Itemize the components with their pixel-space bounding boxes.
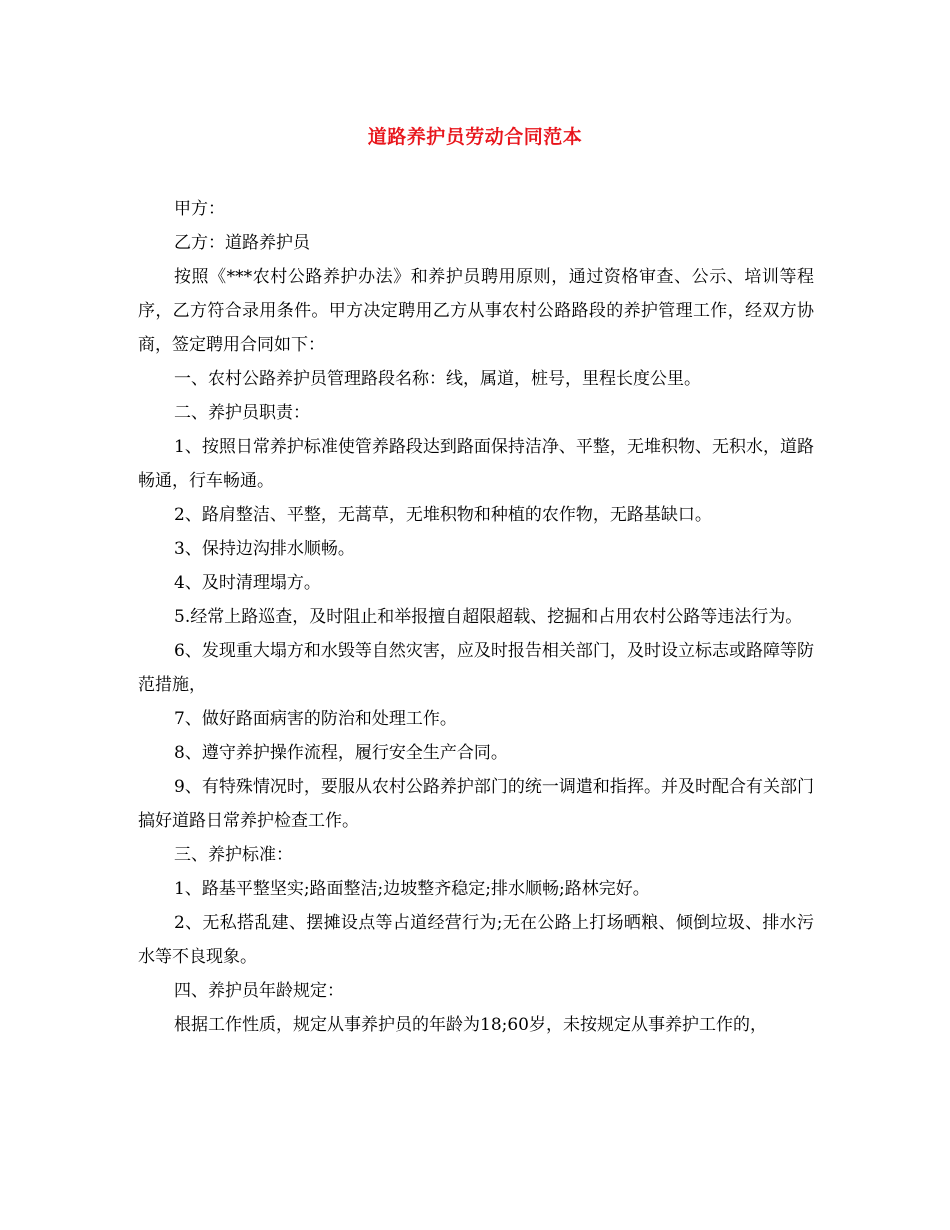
- paragraph-duty-8: 8、遵守养护操作流程，履行安全生产合同。: [174, 743, 508, 763]
- paragraph-age-rule: 根据工作性质，规定从事养护员的年龄为18;60岁，未按规定从事养护工作的，: [174, 1015, 767, 1035]
- paragraph-duty-7: 7、做好路面病害的防治和处理工作。: [174, 709, 457, 729]
- paragraph-party-b: 乙方：道路养护员: [174, 233, 310, 253]
- paragraph-preamble: 按照《***农村公路养护办法》和养护员聘用原则，通过资格审查、公示、培训等程序，乙方符合录用条件。甲方决定聘用乙方从事农村公路路段的养护管理工作，经双方协商，签定聘用合同如下：: [138, 267, 814, 355]
- paragraph-section-3-heading: 三、养护标准：: [174, 845, 293, 865]
- paragraph-duty-4: 4、及时清理塌方。: [174, 573, 321, 593]
- paragraph-duty-3: 3、保持边沟排水顺畅。: [174, 539, 355, 559]
- paragraph-section-2-heading: 二、养护员职责：: [174, 403, 310, 423]
- paragraph-duty-9: 9、有特殊情况时，要服从农村公路养护部门的统一调遣和指挥。并及时配合有关部门搞好道路日常养护检查工作。: [138, 777, 814, 831]
- paragraph-standard-2: 2、无私搭乱建、摆摊设点等占道经营行为;无在公路上打场晒粮、倾倒垃圾、排水污水等不良现象。: [138, 913, 814, 967]
- paragraph-standard-1: 1、路基平整坚实;路面整洁;边坡整齐稳定;排水顺畅;路林完好。: [174, 879, 650, 899]
- paragraph-duty-5: 5.经常上路巡查，及时阻止和举报擅自超限超载、挖掘和占用农村公路等违法行为。: [174, 607, 803, 627]
- paragraph-section-4-heading: 四、养护员年龄规定：: [174, 981, 344, 1001]
- document-title: 道路养护员劳动合同范本: [367, 126, 583, 148]
- paragraph-section-1: 一、农村公路养护员管理路段名称：线，属道，桩号，里程长度公里。: [174, 369, 701, 389]
- paragraph-duty-6: 6、发现重大塌方和水毁等自然灾害，应及时报告相关部门，及时设立标志或路障等防范措施，: [138, 641, 814, 695]
- paragraph-party-a: 甲方：: [174, 199, 225, 219]
- document-body: [138, 192, 814, 1042]
- paragraph-duty-1: 1、按照日常养护标准使管养路段达到路面保持洁净、平整，无堆积物、无积水，道路畅通，行车畅通。: [138, 437, 814, 491]
- paragraph-duty-2: 2、路肩整洁、平整，无蒿草，无堆积物和种植的农作物，无路基缺口。: [174, 505, 712, 525]
